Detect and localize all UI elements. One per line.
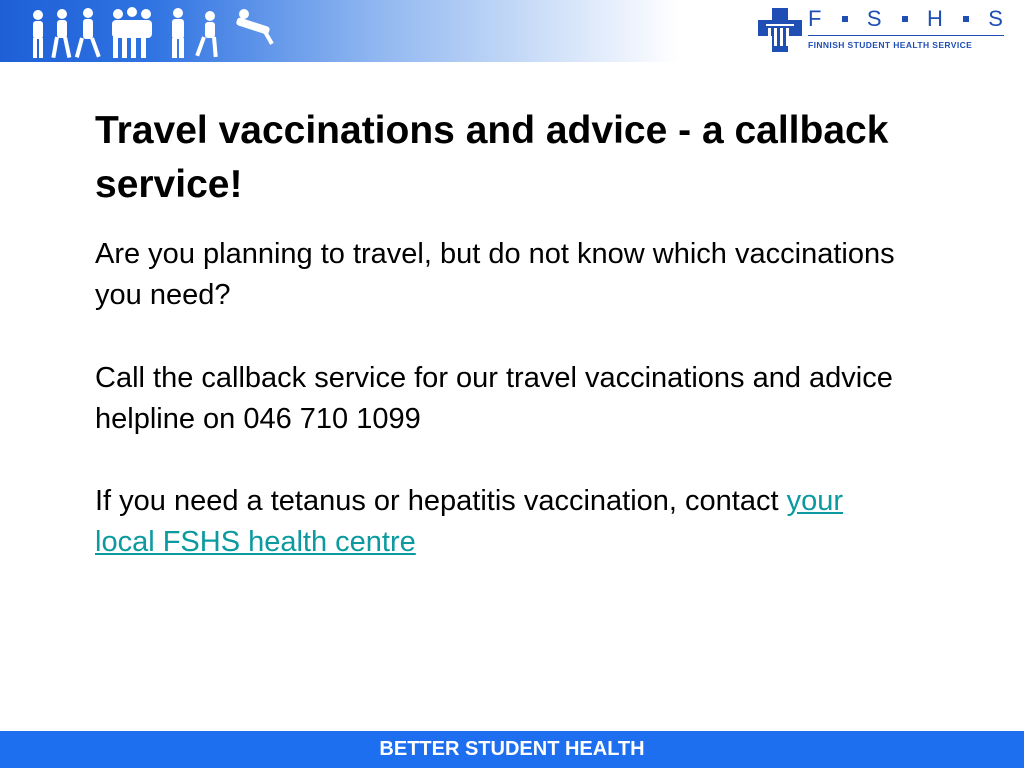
- page-title: Travel vaccinations and advice - a callback service!: [95, 109, 889, 206]
- main-content: [95, 104, 895, 563]
- logo-subtitle: FINNISH STUDENT HEALTH SERVICE: [808, 40, 973, 50]
- header-band: [0, 0, 680, 62]
- question-text: Are you planning to travel, but do not know which vaccinations you need?: [95, 238, 895, 311]
- health-centre-link[interactable]: your local FSHS health centre: [95, 485, 844, 558]
- tetanus-text: [95, 481, 895, 563]
- logo-dot: [842, 16, 848, 22]
- logo-letter: S: [866, 6, 883, 31]
- logo-letter: F: [808, 6, 823, 31]
- footer-bar: [0, 731, 1024, 768]
- tetanus-prefix: If you need a tetanus or hepatitis vaccination, contact: [95, 485, 787, 517]
- callback-text: Call the callback service for our travel vaccinations and advice helpline on 046 710 1099: [95, 362, 893, 435]
- logo-letters: [808, 6, 1004, 32]
- pillar-cross-icon: [758, 8, 802, 52]
- logo-letter: S: [988, 6, 1004, 31]
- silhouette-figures-icon: [0, 0, 300, 62]
- logo-dot: [963, 16, 969, 22]
- fshs-logo: [758, 6, 1008, 54]
- logo-dot: [902, 16, 908, 22]
- logo-divider: [808, 35, 1004, 36]
- logo-letter: H: [926, 6, 944, 31]
- footer-tagline: BETTER STUDENT HEALTH: [379, 738, 645, 760]
